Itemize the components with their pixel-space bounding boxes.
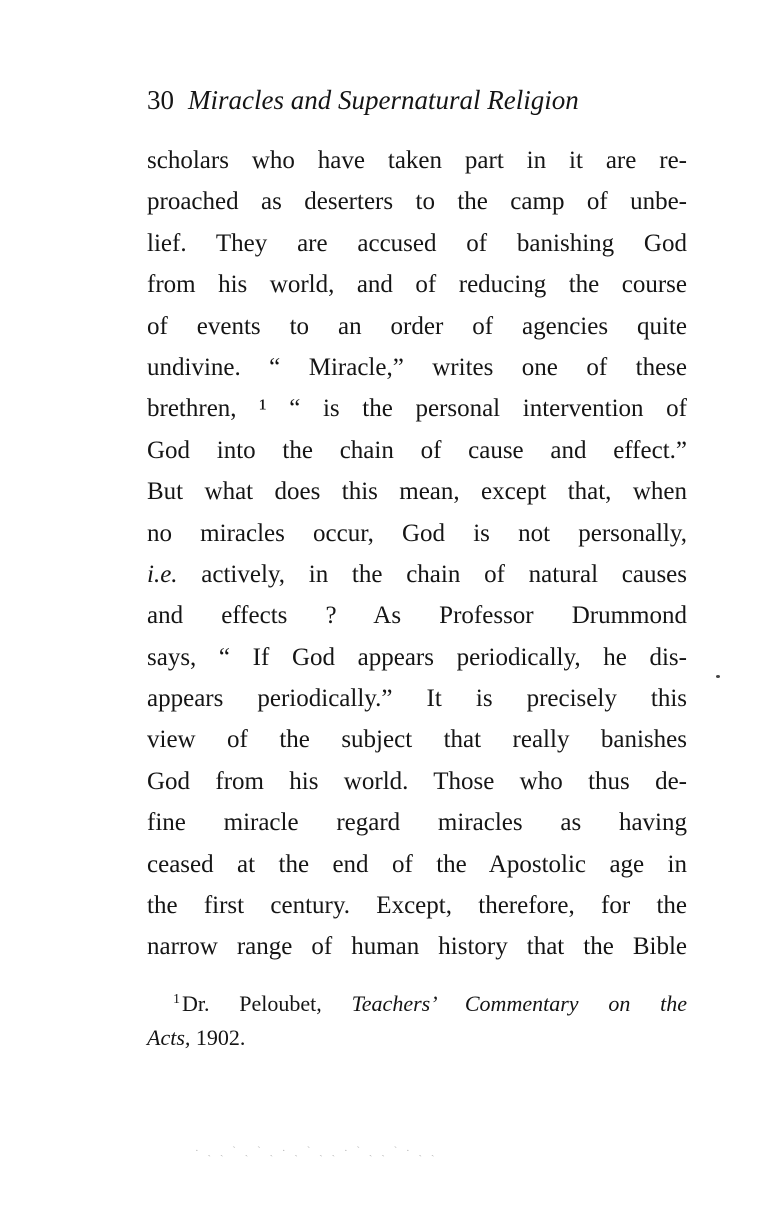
text-line: proached as deserters to the camp of unbe-	[147, 188, 687, 216]
footnote-marker: 1	[173, 992, 180, 1007]
ink-speck	[716, 675, 720, 678]
text-line: lief. They are accused of banishing God	[147, 229, 687, 257]
text-line: But what does this mean, except that, when	[147, 478, 687, 506]
footnote-line	[147, 1021, 687, 1055]
italic-abbreviation: i.e.	[147, 560, 178, 588]
footnote-work-title-cont: Acts,	[147, 1025, 191, 1050]
bleed-through-smudge: · ˏ ˎ ˋ ˏ ˋ ˎ · ˏ ˋ ˎ ˏ · ˋ ˎ ˏ ˋ · ˎ ˏ	[195, 1145, 438, 1157]
footnote-year: 1902.	[195, 1025, 246, 1050]
text-line: the first century. Except, therefore, for the	[147, 892, 687, 920]
footnote	[147, 983, 687, 1055]
text-line: of events to an order of agencies quite	[147, 312, 687, 340]
text-line: from his world, and of reducing the course	[147, 271, 687, 299]
text-line: appears periodically.” It is precisely this	[147, 685, 687, 713]
text-line: and effects ? As Professor Drummond	[147, 602, 687, 630]
text-line: narrow range of human history that the Bible	[147, 933, 687, 961]
footnote-line	[147, 983, 687, 1021]
text-line: fine miracle regard miracles as having	[147, 809, 687, 837]
text-line: brethren, ¹ “ is the personal intervention of	[147, 395, 687, 423]
text-line: God from his world. Those who thus de-	[147, 767, 687, 795]
text-line: says, “ If God appears periodically, he dis-	[147, 643, 687, 671]
body-text	[147, 140, 687, 968]
footnote-author: Dr. Peloubet,	[182, 991, 322, 1016]
running-head	[147, 82, 687, 118]
text-line: i.e. actively, in the chain of natural causes	[147, 560, 687, 588]
text-line: no miracles occur, God is not personally,	[147, 519, 687, 547]
page-number: 30	[147, 85, 174, 115]
running-title: Miracles and Supernatural Religion	[188, 85, 579, 115]
text-line: God into the chain of cause and effect.”	[147, 436, 687, 464]
footnote-work-title: Teachers’ Commentary on the	[351, 991, 687, 1016]
text-line: scholars who have taken part in it are re-	[147, 147, 687, 174]
text-line: undivine. “ Miracle,” writes one of these	[147, 353, 687, 381]
text-line: view of the subject that really banishes	[147, 726, 687, 754]
text-line: ceased at the end of the Apostolic age in	[147, 850, 687, 878]
